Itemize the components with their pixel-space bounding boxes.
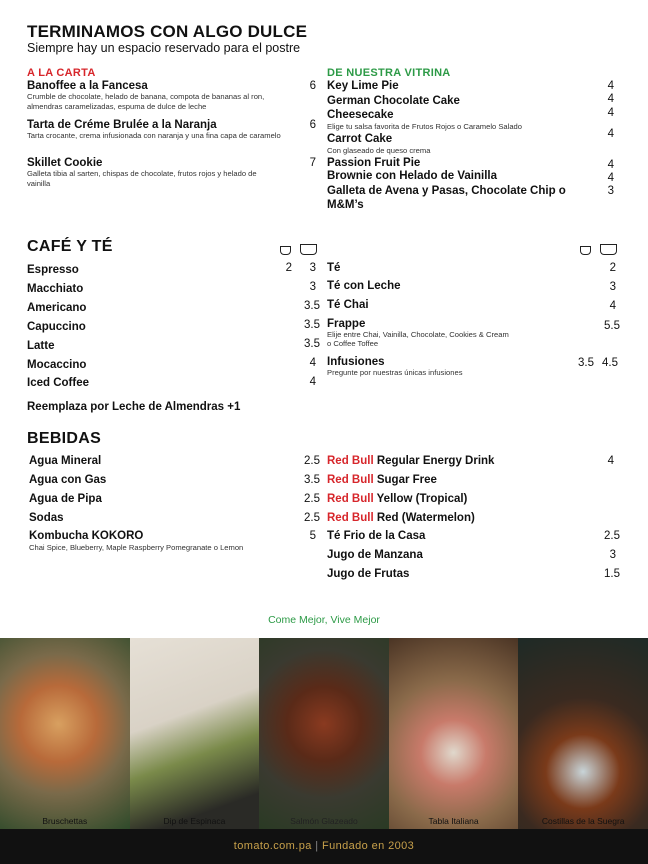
- photo-bruschettas: [0, 638, 130, 829]
- drink-name: Yellow (Tropical): [376, 493, 468, 505]
- large-price: 4: [309, 357, 316, 369]
- photo-caption: Tabla Italiana: [428, 816, 479, 826]
- item-price: 2.5: [604, 530, 620, 542]
- small-cup-icon: [580, 246, 591, 255]
- brand-name: Red Bull: [327, 474, 374, 486]
- bebidas-section-title: BEBIDAS: [27, 430, 102, 447]
- footer-bar: [0, 829, 648, 864]
- drink-item: Agua con Gas: [29, 474, 107, 486]
- item-price: 4: [607, 455, 614, 467]
- item-name: Brownie con Helado de Vainilla: [327, 170, 497, 182]
- drink-item: Jugo de Manzana: [327, 549, 423, 561]
- small-cup-icon: [280, 246, 291, 255]
- milk-note: Reemplaza por Leche de Almendras +1: [27, 401, 241, 413]
- drink-item: [327, 455, 494, 467]
- photo-tabla-italiana: [389, 638, 519, 829]
- a-la-carta-label: A LA CARTA: [27, 67, 96, 79]
- tea-item: Té: [327, 262, 341, 274]
- item-price: 2.5: [304, 493, 320, 505]
- small-price: 3.5: [578, 357, 594, 369]
- small-price: 2: [285, 262, 292, 274]
- item-price: 4: [607, 159, 614, 171]
- item-description: Elige tu salsa favorita de Frutos Rojos o Caramelo Salado: [327, 122, 523, 131]
- large-price: 3.5: [304, 319, 320, 331]
- brand-name: Red Bull: [327, 493, 374, 505]
- item-price: 4: [607, 172, 614, 184]
- photo-dip-de-espinaca: [130, 638, 260, 829]
- large-cup-icon: [300, 244, 317, 255]
- drink-name: Red (Watermelon): [376, 512, 475, 524]
- photo-caption: Costillas de la Suegra: [541, 816, 625, 826]
- item-description: Galleta tibia al sarten, chispas de chocolate, frutos rojos y helado de vainilla: [27, 169, 257, 188]
- item-name: Banoffee a la Fancesa: [27, 80, 148, 92]
- item-description: Elije entre Chai, Vainilla, Chocolate, Cookies & Cream: [327, 330, 509, 339]
- coffee-item: Iced Coffee: [27, 377, 89, 389]
- large-price: 3: [309, 281, 316, 293]
- drink-item: [327, 493, 467, 505]
- item-description: Chai Spice, Blueberry, Maple Raspberry Pomegranate o Lemon: [29, 543, 244, 552]
- item-price: 6: [309, 119, 316, 131]
- page-title: TERMINAMOS CON ALGO DULCE: [27, 22, 308, 41]
- photo-caption: Bruschettas: [42, 816, 88, 826]
- item-price: 2.5: [304, 455, 320, 467]
- item-name: Cheesecake: [327, 109, 394, 121]
- drink-name: Regular Energy Drink: [376, 455, 495, 467]
- tea-item: Té Chai: [327, 299, 369, 311]
- item-name: Galleta de Avena y Pasas, Chocolate Chip o: [327, 185, 566, 197]
- item-name: Passion Fruit Pie: [327, 157, 421, 169]
- item-price: 4: [607, 80, 614, 92]
- large-price: 3: [609, 281, 616, 293]
- coffee-item: Americano: [27, 302, 87, 314]
- coffee-item: Espresso: [27, 264, 79, 276]
- item-price: 4: [607, 128, 614, 140]
- footer-separator: |: [315, 840, 319, 852]
- tea-item: Infusiones: [327, 356, 385, 368]
- item-name: German Chocolate Cake: [327, 95, 460, 107]
- coffee-item: Macchiato: [27, 283, 84, 295]
- large-price: 4.5: [602, 357, 618, 369]
- item-name: Carrot Cake: [327, 133, 393, 145]
- item-description: Pregunte por nuestras únicas infusiones: [327, 368, 463, 377]
- vitrina-label: DE NUESTRA VITRINA: [327, 67, 451, 79]
- drink-item: Agua Mineral: [29, 455, 102, 467]
- founded-text: Fundado en 2003: [321, 840, 415, 852]
- large-cup-icon: [600, 244, 617, 255]
- item-name: Skillet Cookie: [27, 157, 103, 169]
- item-description: Tarta crocante, crema infusionada con naranja y una fina capa de caramelo: [27, 131, 281, 140]
- drink-name: Sugar Free: [376, 474, 437, 486]
- item-description: Con glaseado de queso crema: [327, 146, 431, 155]
- tea-item: Té con Leche: [327, 280, 401, 292]
- website-link[interactable]: tomato.com.pa: [233, 840, 312, 852]
- photo-costillas-de-la-suegra: [518, 638, 648, 829]
- cafe-section-title: CAFÉ Y TÉ: [27, 238, 113, 255]
- large-price: 4: [609, 300, 616, 312]
- item-name: Tarta de Créme Brulée a la Naranja: [27, 119, 217, 131]
- drink-item: Jugo de Frutas: [327, 568, 410, 580]
- page-subtitle: Siempre hay un espacio reservado para el postre: [27, 41, 301, 55]
- drink-item: Sodas: [29, 512, 64, 524]
- large-price: 3: [309, 262, 316, 274]
- item-price: 3: [609, 549, 616, 561]
- slogan: Come Mejor, Vive Mejor: [268, 614, 380, 626]
- item-price: 4: [607, 107, 614, 119]
- item-description: o Coffee Toffee: [327, 339, 379, 348]
- photo-salmon-glazeado: [259, 638, 389, 829]
- dessert-item: [27, 119, 317, 141]
- item-name-continued: M&M’s: [327, 199, 364, 211]
- item-price: 3.5: [304, 474, 320, 486]
- drink-item: Kombucha KOKORO: [29, 530, 144, 542]
- item-price: 6: [309, 80, 316, 92]
- dessert-item: [27, 80, 317, 111]
- coffee-item: Capuccino: [27, 321, 86, 333]
- large-price: 4: [309, 376, 316, 388]
- large-price: 3.5: [304, 338, 320, 350]
- coffee-item: Mocaccino: [27, 359, 87, 371]
- brand-name: Red Bull: [327, 455, 374, 467]
- large-price: 5.5: [604, 320, 620, 332]
- item-price: 4: [607, 93, 614, 105]
- item-price: 1.5: [604, 568, 620, 580]
- photo-caption: Salmón Glazeado: [290, 816, 358, 826]
- item-price: 2.5: [304, 512, 320, 524]
- large-price: 3.5: [304, 300, 320, 312]
- item-price: 7: [309, 157, 316, 169]
- drink-item: Té Frio de la Casa: [327, 530, 426, 542]
- large-price: 2: [609, 262, 616, 274]
- item-description: Crumble de chocolate, helado de banana, compota de bananas al ron, almendras caramelizadas, espuma de dulce de leche: [27, 92, 265, 111]
- dessert-item: [27, 157, 317, 188]
- item-name: Key Lime Pie: [327, 80, 399, 92]
- tea-item: Frappe: [327, 318, 366, 330]
- food-photo-strip: [0, 638, 648, 829]
- item-price: 3: [607, 185, 614, 197]
- drink-item: [327, 474, 437, 486]
- item-price: 5: [309, 530, 316, 542]
- drink-item: Agua de Pipa: [29, 493, 102, 505]
- photo-caption: Dip de Espinaca: [163, 816, 226, 826]
- coffee-item: Latte: [27, 340, 55, 352]
- brand-name: Red Bull: [327, 512, 374, 524]
- drink-item: [327, 512, 475, 524]
